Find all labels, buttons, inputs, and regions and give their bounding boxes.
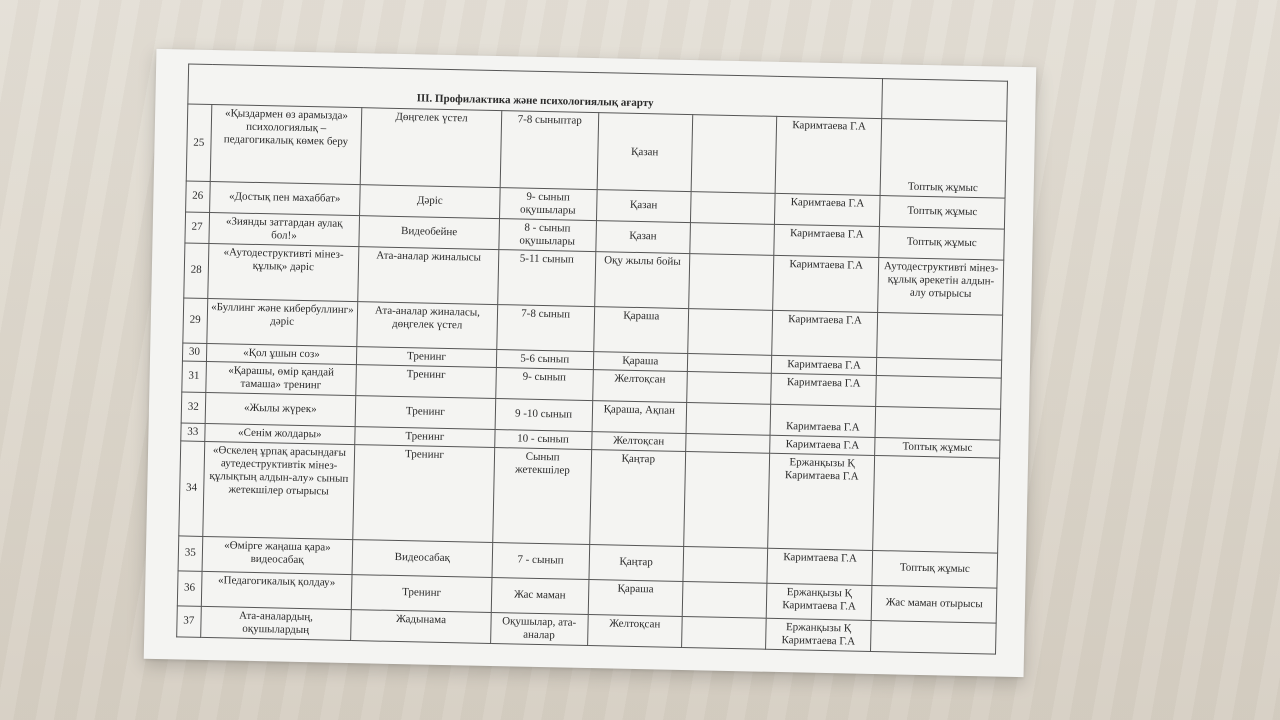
row-form: Ата-аналар жиналасы, дөңгелек үстел bbox=[357, 301, 498, 349]
row-note bbox=[876, 375, 1001, 409]
row-responsible: Каримтаева Г.А bbox=[774, 224, 880, 257]
row-note: Жас маман отырысы bbox=[871, 585, 996, 623]
row-note: Топтық жұмыс bbox=[879, 226, 1004, 260]
row-form: Тренинг bbox=[351, 574, 491, 612]
row-participants: 5-11 сынып bbox=[498, 249, 596, 306]
row-form: Видеобейне bbox=[359, 216, 499, 250]
row-form: Жадынама bbox=[351, 609, 491, 643]
row-form: Видеосабақ bbox=[352, 539, 492, 577]
plan-table bbox=[176, 64, 1008, 655]
row-topic: Ата-аналардың, оқушылардың bbox=[200, 606, 351, 640]
row-responsible: Каримтаева Г.А bbox=[775, 116, 882, 195]
row-responsible: Каримтаева Г.А bbox=[767, 548, 873, 585]
row-date: Желтоқсан bbox=[592, 369, 687, 402]
row-topic: «Өмірге жаңаша қара» видеосабақ bbox=[202, 536, 353, 574]
row-extra bbox=[688, 308, 773, 355]
row-participants: 10 - сынып bbox=[495, 429, 592, 449]
row-note bbox=[873, 455, 1000, 553]
row-date: Қараша, Ақпан bbox=[592, 400, 687, 433]
row-topic: «Өскелең ұрпақ арасындағы аутедеструктивтік мінез-құлықтың алдын-алу» сынып жетекшілер отырысы bbox=[202, 441, 354, 539]
row-form: Дәріс bbox=[360, 185, 500, 219]
row-participants: 7-8 сынып bbox=[497, 304, 595, 351]
row-participants: 7-8 сыныптар bbox=[500, 111, 598, 190]
row-note bbox=[871, 620, 996, 654]
row-topic: «Зиянды заттардан аулақ бол!» bbox=[209, 212, 360, 246]
row-note: Аутодеструктивті мінез-құлық әрекетін алдын-алу отырысы bbox=[878, 257, 1004, 315]
row-extra bbox=[683, 546, 768, 583]
row-date: Желтоқсан bbox=[591, 431, 686, 451]
row-date: Оқу жылы бойы bbox=[594, 251, 690, 308]
row-note bbox=[875, 406, 1000, 440]
row-date: Қаңтар bbox=[588, 544, 683, 581]
row-responsible: Каримтаева Г.А bbox=[770, 435, 876, 455]
row-number: 30 bbox=[182, 343, 206, 361]
row-number: 36 bbox=[177, 571, 201, 606]
row-number: 32 bbox=[181, 392, 205, 423]
row-number: 27 bbox=[185, 212, 209, 243]
row-number: 37 bbox=[177, 606, 201, 637]
row-extra bbox=[684, 451, 770, 548]
row-participants: Жас маман bbox=[491, 577, 588, 614]
row-responsible: Ержанқызы Қ Каримтаева Г.А bbox=[765, 618, 871, 651]
row-number: 31 bbox=[182, 361, 206, 392]
row-form: Тренинг bbox=[355, 395, 495, 429]
row-participants: 9- сынып оқушылары bbox=[499, 188, 596, 221]
section-title: III. Профилактика және психологиялық ағарту bbox=[188, 64, 883, 119]
row-number: 34 bbox=[179, 441, 205, 536]
row-participants: Сынып жетекшілер bbox=[493, 447, 592, 544]
row-topic: «Буллинг және кибербуллинг» дәріс bbox=[206, 298, 357, 346]
row-extra bbox=[690, 223, 774, 256]
row-responsible: Каримтаева Г.А bbox=[774, 193, 880, 226]
row-topic: «Қарашы, өмір қандай тамаша» тренинг bbox=[205, 361, 356, 395]
section-header-empty-cell bbox=[882, 79, 1008, 122]
row-number: 33 bbox=[181, 423, 205, 441]
row-responsible: Каримтаева Г.А bbox=[773, 255, 880, 312]
row-extra bbox=[686, 402, 770, 435]
row-participants: 5-6 сынып bbox=[496, 349, 593, 369]
row-extra bbox=[691, 115, 776, 194]
row-topic: «Аутодеструктивті мінез-құлық» дәріс bbox=[207, 243, 359, 301]
row-number: 26 bbox=[186, 181, 210, 212]
row-topic: «Қол ұшын соз» bbox=[206, 343, 357, 364]
row-number: 35 bbox=[178, 536, 202, 571]
row-form: Ата-аналар жиналысы bbox=[358, 247, 499, 305]
row-date: Қараша bbox=[593, 351, 688, 371]
row-form: Тренинг bbox=[355, 426, 495, 447]
row-responsible: Ержанқызы Қ Каримтаева Г.А bbox=[766, 583, 872, 620]
row-participants: 9 -10 сынып bbox=[495, 398, 592, 431]
row-extra bbox=[682, 616, 766, 649]
row-topic: «Педагогикалық қолдау» bbox=[201, 571, 352, 609]
row-topic: «Достық пен махаббат» bbox=[209, 181, 360, 215]
row-form: Тренинг bbox=[353, 444, 495, 542]
row-date: Қаңтар bbox=[589, 449, 686, 546]
row-participants: 9- сынып bbox=[496, 367, 593, 400]
row-extra bbox=[682, 581, 767, 618]
row-responsible: Каримтаева Г.А bbox=[771, 355, 877, 375]
row-topic: «Жылы жүрек» bbox=[205, 392, 356, 426]
table-row bbox=[179, 441, 1000, 553]
row-date: Қараша bbox=[593, 306, 688, 353]
row-extra bbox=[686, 433, 770, 453]
row-extra bbox=[689, 253, 774, 310]
row-date: Желтоқсан bbox=[587, 614, 682, 647]
row-extra bbox=[687, 371, 771, 404]
row-note: Топтық жұмыс bbox=[875, 437, 1000, 458]
row-topic: «Сенім жолдары» bbox=[204, 423, 355, 444]
row-number: 25 bbox=[186, 104, 211, 181]
row-form: Тренинг bbox=[357, 346, 497, 367]
row-participants: Оқушылар, ата-аналар bbox=[490, 612, 587, 645]
row-date: Қазан bbox=[597, 113, 693, 192]
row-extra bbox=[687, 353, 771, 373]
row-number: 29 bbox=[183, 298, 208, 343]
row-form: Тренинг bbox=[356, 364, 496, 398]
row-note: Топтық жұмыс bbox=[880, 196, 1005, 230]
row-note: Топтық жұмыс bbox=[880, 119, 1006, 199]
row-date: Қараша bbox=[588, 579, 683, 616]
row-note: Топтық жұмыс bbox=[872, 550, 997, 588]
row-participants: 8 - сынып оқушылары bbox=[499, 219, 596, 252]
row-date: Қазан bbox=[596, 190, 691, 223]
row-responsible: Ержанқызы Қ Каримтаева Г.А bbox=[768, 453, 875, 550]
row-responsible: Каримтаева Г.А bbox=[771, 373, 877, 406]
row-responsible: Каримтаева Г.А bbox=[772, 310, 878, 357]
row-extra bbox=[691, 192, 775, 225]
row-participants: 7 - сынып bbox=[492, 542, 589, 579]
row-topic: «Қыздармен өз арамызда» психологиялық – педагогикалық көмек беру bbox=[210, 105, 362, 185]
paper-sheet bbox=[144, 49, 1037, 677]
row-responsible: Каримтаева Г.А bbox=[770, 404, 876, 437]
row-note bbox=[877, 312, 1003, 360]
row-form: Дөңгелек үстел bbox=[360, 108, 501, 188]
row-number: 28 bbox=[184, 243, 209, 298]
row-date: Қазан bbox=[595, 221, 690, 254]
